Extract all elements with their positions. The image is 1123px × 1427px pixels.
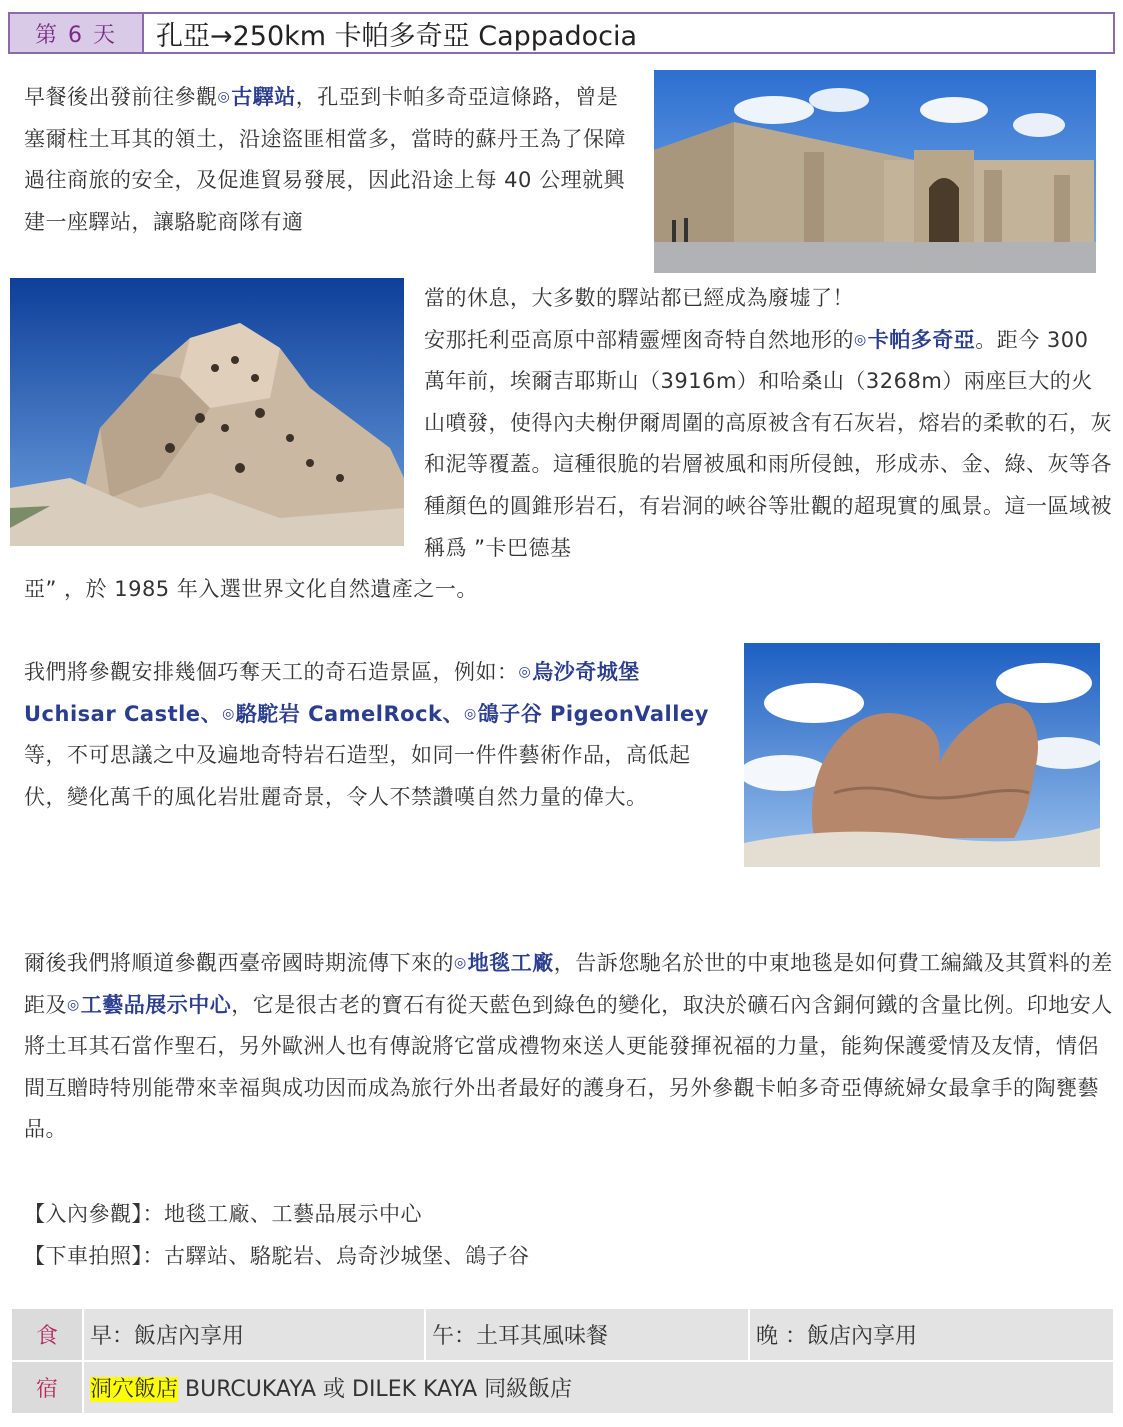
camel-rock-photo: [744, 643, 1100, 867]
spot-pigeon-valley: ◎鴿子谷 PigeonValley: [464, 701, 709, 726]
paragraph-caravanserai: [24, 77, 638, 243]
hotel-names: BURCUKAYA 或 DILEK KAYA 同級飯店: [178, 1377, 573, 1402]
caravanserai-photo: [654, 70, 1096, 273]
day-label: 第 6 天: [10, 14, 144, 52]
day-title: 孔亞→250km 卡帕多奇亞 Cappadocia: [156, 20, 638, 52]
para1-cont: 當的休息，大多數的驛站都已經成為廢墟了！: [424, 286, 854, 310]
spot-craft-center: ◎工藝品展示中心: [67, 992, 232, 1017]
meal-hotel-table: [10, 1307, 1115, 1415]
visit-inside: 【入內參觀】：地毯工廠、工藝品展示中心: [24, 1202, 422, 1226]
hotel-cell: [83, 1361, 1114, 1414]
para2-last-line: 亞” ，於 1985 年入選世界文化自然遺產之一。: [24, 577, 478, 601]
paragraph-carpet-factory: 爾後我們將順道參觀西臺帝國時期流傳下來的◎地毯工廠，告訴您馳名於世的中東地毯是如何費工編織及其質料的差距及◎工藝品展示中心，它是很古老的寶石有從天藍色到綠色的變化，取決於礦石內含銅何鐵的含量比例。印地安人將土耳其石當作聖石，另外歐洲人也有傳說將它當成禮物來送人更能發揮祝福的力量，能夠保護愛情及友情，情侶間互贈時特別能帶來幸福與成功因而成為旅行外出者最好的護身石，另外參觀卡帕多奇亞傳統婦女最拿手的陶甕藝品。: [24, 951, 1113, 1142]
spot-caravanserai: ◎古驛站: [217, 85, 296, 109]
dinner-cell: 晚 ：飯店內享用: [749, 1308, 1114, 1361]
meal-row: [11, 1308, 1114, 1361]
para1-rest: ，孔亞到卡帕多奇亞這條路，曾是塞爾柱土耳其的領土，沿途盜匪相當多，當時的蘇丹王為了保障過往商旅的安全，及促進貿易發展，因此沿途上每 40 公理就興建一座驛站，讓駱駝商隊有適: [24, 85, 626, 234]
uchisar-castle-photo: [10, 278, 404, 546]
visit-photo-stop: 【下車拍照】：古驛站、駱駝岩、烏奇沙城堡、鴿子谷: [24, 1244, 530, 1268]
day-header: [8, 12, 1115, 54]
para1-pre: 早餐後出發前往參觀: [24, 85, 218, 109]
spot-carpet-factory: ◎地毯工廠: [454, 951, 554, 975]
breakfast-cell: 早：飯店內享用: [83, 1308, 425, 1361]
spot-cappadocia: ◎卡帕多奇亞: [854, 327, 976, 352]
hotel-row: [11, 1361, 1114, 1414]
meal-label: 食: [11, 1308, 83, 1361]
hotel-label: 宿: [11, 1361, 83, 1414]
spot-camel-rock: ◎駱駝岩 CamelRock: [222, 701, 443, 726]
para2-body: 安那托利亞高原中部精靈煙囪奇特自然地形的◎卡帕多奇亞。距今 300 萬年前，埃爾吉耶斯山（3916m）和哈桑山（3268m）兩座巨大的火山噴發，使得內夫榭伊爾周圍的高原被含有石灰岩，熔岩的柔軟的石，灰和泥等覆蓋。這種很脆的岩層被風和雨所侵蝕，形成赤、金、綠、灰等各種顏色的圓錐形岩石，有岩洞的峽谷等壯觀的超現實的風景。這一區域被稱爲 ”卡巴德基: [424, 327, 1112, 560]
lunch-cell: 午：土耳其風味餐: [425, 1308, 749, 1361]
spot-uchisar: ◎烏沙奇城堡 Uchisar Castle: [24, 660, 640, 726]
paragraph-cappadocia: [424, 278, 1114, 569]
bullet-mark: ◎: [217, 89, 231, 105]
paragraph-rock-sites: 我們將參觀安排幾個巧奪天工的奇石造景區，例如：◎烏沙奇城堡 Uchisar Castle、◎駱駝岩 CamelRock、◎鴿子谷 PigeonValley等，不可思議之中及遍地奇特岩石造型，如同一件件藝術作品，高低起伏，變化萬千的風化岩壯麗奇景，令人不禁讚嘆自然力量的偉大。: [24, 660, 709, 809]
hotel-highlight: 洞穴飯店: [90, 1377, 179, 1402]
